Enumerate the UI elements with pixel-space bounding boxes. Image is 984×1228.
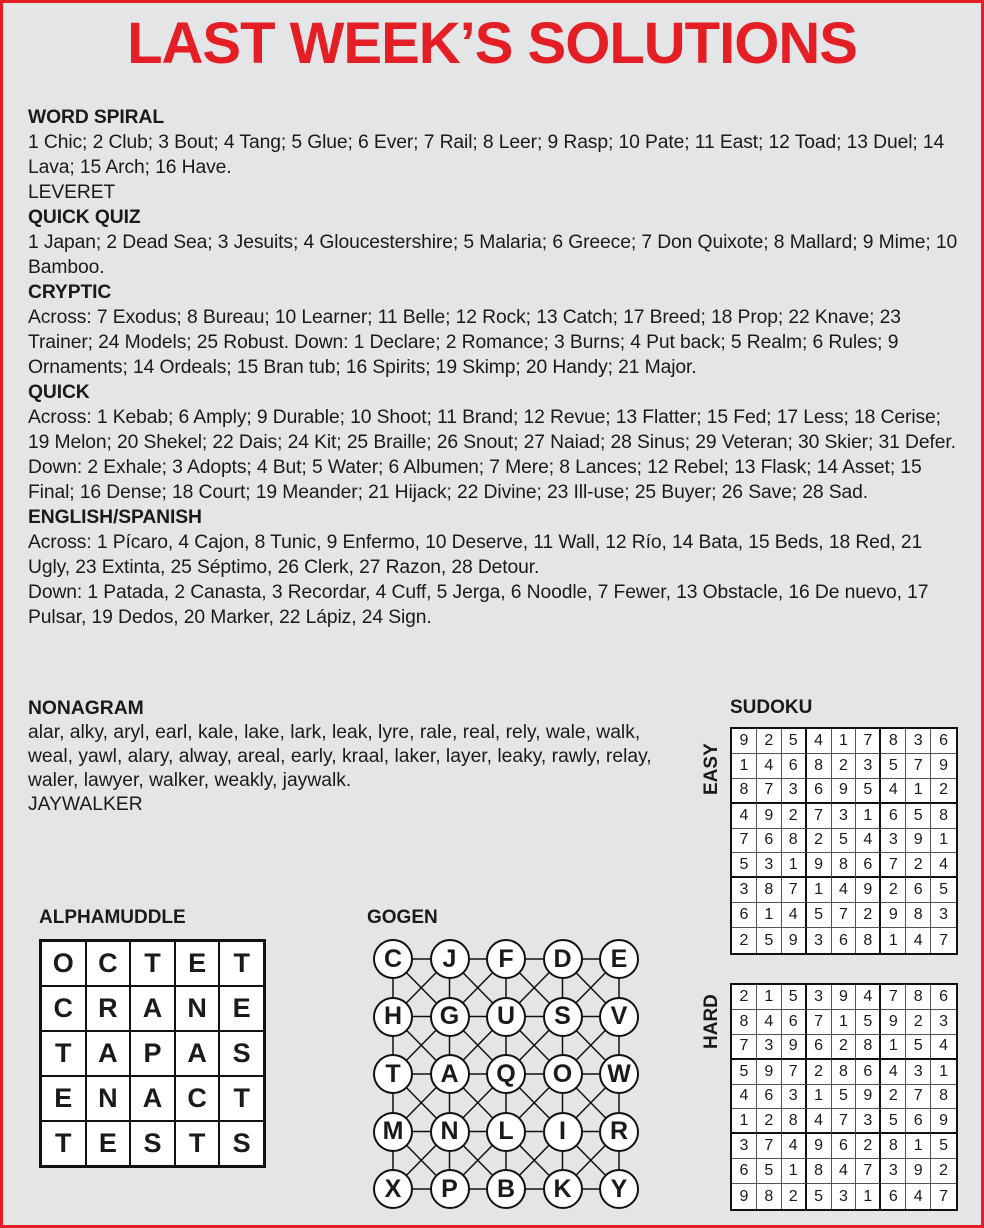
- sudoku-cell: 3: [832, 804, 857, 829]
- sudoku-cell: 1: [757, 903, 782, 928]
- gogen-node: P: [430, 1169, 470, 1209]
- sudoku-cell: 5: [732, 1060, 757, 1085]
- sudoku-cell: 7: [757, 1134, 782, 1159]
- sudoku-cell: 3: [931, 903, 956, 928]
- sudoku-cell: 4: [856, 829, 881, 854]
- sudoku-cell: 8: [881, 729, 906, 754]
- sudoku-cell: 9: [732, 729, 757, 754]
- sudoku-hard-label: HARD: [701, 994, 722, 1049]
- alphamuddle-cell: C: [175, 1076, 220, 1121]
- gogen-heading: GOGEN: [367, 907, 438, 928]
- sudoku-cell: 3: [807, 985, 832, 1010]
- sudoku-cell: 9: [906, 1159, 931, 1184]
- page-title: LAST WEEK’S SOLUTIONS: [127, 11, 857, 76]
- sudoku-cell: 9: [856, 878, 881, 903]
- sudoku-cell: 5: [906, 804, 931, 829]
- alphamuddle-cell: E: [86, 1121, 131, 1166]
- section-text: 1 Japan; 2 Dead Sea; 3 Jesuits; 4 Gloucestershire; 5 Malaria; 6 Greece; 7 Don Quixote; 8 Mallard; 9 Mime; 10 Bamboo.: [28, 232, 958, 278]
- gogen-node: O: [543, 1054, 583, 1094]
- section-text: Across: 1 Kebab; 6 Amply; 9 Durable; 10 Shoot; 11 Brand; 12 Revue; 13 Flatter; 15 Fed; 17 Less; 18 Cerise; 19 Melon; 20 Shekel; 22 Dais; 24 Kit; 25 Braille; 26 Snout; 27 Naiad; 28 Sinus; 29 Veteran; 30 Skier; 31 Defer. Down: 2 Exhale; 3 Adopts; 4 But; 5 Water; 6 Albumen; 7 Mere; 8 Lances; 12 Rebel; 13 Flask; 14 Asset; 15 Final; 16 Dense; 18 Court; 19 Meander; 21 Hijack; 22 Divine; 23 Ill-use; 25 Buyer; 26 Save; 28 Sad.: [28, 407, 956, 503]
- alphamuddle-cell: N: [175, 986, 220, 1031]
- sudoku-cell: 4: [931, 853, 956, 878]
- sudoku-cell: 5: [856, 779, 881, 804]
- sudoku-cell: 1: [906, 1134, 931, 1159]
- sudoku-cell: 2: [807, 1060, 832, 1085]
- sudoku-cell: 7: [856, 729, 881, 754]
- sudoku-cell: 6: [782, 754, 807, 779]
- sudoku-cell: 6: [856, 1060, 881, 1085]
- sudoku-cell: 2: [881, 878, 906, 903]
- gogen-node: Q: [486, 1054, 526, 1094]
- sudoku-cell: 6: [732, 1159, 757, 1184]
- sudoku-cell: 2: [906, 853, 931, 878]
- sudoku-cell: 5: [856, 1010, 881, 1035]
- alphamuddle-cell: A: [130, 1076, 175, 1121]
- sudoku-cell: 8: [931, 1085, 956, 1110]
- sudoku-cell: 8: [881, 1134, 906, 1159]
- alphamuddle-cell: S: [219, 1121, 264, 1166]
- sudoku-cell: 7: [732, 1035, 757, 1060]
- sudoku-easy-label: EASY: [701, 743, 722, 795]
- sudoku-cell: 3: [931, 1010, 956, 1035]
- sudoku-cell: 3: [881, 829, 906, 854]
- sudoku-cell: 6: [856, 853, 881, 878]
- gogen-node: S: [543, 997, 583, 1037]
- gogen-node: L: [486, 1112, 526, 1152]
- alphamuddle-cell: E: [219, 986, 264, 1031]
- sudoku-cell: 4: [881, 1060, 906, 1085]
- sudoku-cell: 7: [906, 1085, 931, 1110]
- gogen-node: B: [486, 1169, 526, 1209]
- gogen-grid: [371, 937, 639, 1219]
- sudoku-cell: 6: [931, 729, 956, 754]
- sudoku-cell: 8: [807, 754, 832, 779]
- sudoku-heading: SUDOKU: [730, 697, 813, 718]
- sudoku-cell: 5: [832, 829, 857, 854]
- section-text: Down: 1 Patada, 2 Canasta, 3 Recordar, 4 Cuff, 5 Jerga, 6 Noodle, 7 Fewer, 13 Obstacle, 16 De nuevo, 17 Pulsar, 19 Dedos, 20 Marker, 22 Lápiz, 24 Sign.: [28, 582, 929, 628]
- sudoku-cell: 1: [807, 878, 832, 903]
- sudoku-cell: 3: [881, 1159, 906, 1184]
- sudoku-cell: 8: [856, 928, 881, 953]
- gogen-node: H: [373, 997, 413, 1037]
- sudoku-cell: 3: [732, 878, 757, 903]
- sudoku-cell: 2: [757, 1109, 782, 1134]
- section-heading: CRYPTIC: [28, 282, 112, 303]
- text-solutions: [28, 105, 963, 630]
- sudoku-cell: 3: [732, 1134, 757, 1159]
- gogen-node: J: [430, 939, 470, 979]
- sudoku-cell: 6: [906, 878, 931, 903]
- sudoku-cell: 1: [732, 754, 757, 779]
- section-text: Across: 1 Pícaro, 4 Cajon, 8 Tunic, 9 Enfermo, 10 Deserve, 11 Wall, 12 Río, 14 Bata, 15 Beds, 18 Red, 21 Ugly, 23 Extinta, 25 Séptimo, 26 Clerk, 27 Razon, 28 Detour.: [28, 532, 923, 578]
- sudoku-cell: 8: [832, 853, 857, 878]
- alphamuddle-grid: [39, 939, 266, 1168]
- sudoku-cell: 4: [782, 903, 807, 928]
- section-heading: WORD SPIRAL: [28, 107, 165, 128]
- sudoku-cell: 3: [906, 729, 931, 754]
- sudoku-cell: 1: [931, 829, 956, 854]
- sudoku-cell: 9: [807, 1134, 832, 1159]
- gogen-node: F: [486, 939, 526, 979]
- sudoku-cell: 4: [757, 1010, 782, 1035]
- sudoku-cell: 5: [906, 1035, 931, 1060]
- sudoku-cell: 9: [832, 779, 857, 804]
- sudoku-cell: 7: [832, 1109, 857, 1134]
- sudoku-cell: 8: [931, 804, 956, 829]
- alphamuddle-cell: R: [86, 986, 131, 1031]
- sudoku-cell: 4: [906, 928, 931, 953]
- sudoku-cell: 6: [757, 829, 782, 854]
- sudoku-cell: 2: [732, 928, 757, 953]
- gogen-node: X: [373, 1169, 413, 1209]
- gogen-node: I: [543, 1112, 583, 1152]
- sudoku-cell: 3: [856, 754, 881, 779]
- sudoku-cell: 8: [782, 829, 807, 854]
- alphamuddle-cell: E: [41, 1076, 86, 1121]
- sudoku-cell: 9: [757, 804, 782, 829]
- sudoku-cell: 7: [856, 1159, 881, 1184]
- sudoku-cell: 4: [807, 729, 832, 754]
- sudoku-cell: 7: [881, 853, 906, 878]
- sudoku-cell: 4: [732, 804, 757, 829]
- gogen-node: W: [599, 1054, 639, 1094]
- sudoku-cell: 4: [881, 779, 906, 804]
- gogen-node: V: [599, 997, 639, 1037]
- sudoku-cell: 7: [906, 754, 931, 779]
- nonagram-solution: [28, 697, 668, 817]
- sudoku-cell: 4: [757, 754, 782, 779]
- sudoku-cell: 5: [782, 729, 807, 754]
- sudoku-cell: 6: [931, 985, 956, 1010]
- sudoku-cell: 1: [782, 1159, 807, 1184]
- alphamuddle-cell: A: [86, 1031, 131, 1076]
- sudoku-cell: 1: [832, 729, 857, 754]
- section-text: Across: 7 Exodus; 8 Bureau; 10 Learner; 11 Belle; 12 Rock; 13 Catch; 17 Breed; 18 Prop; 22 Knave; 23 Trainer; 24 Models; 25 Robust. Down: 1 Declare; 2 Romance; 3 Burns; 4 Put back; 5 Realm; 6 Rules; 9 Ornaments; 14 Ordeals; 15 Bran tub; 16 Spirits; 19 Skimp; 20 Handy; 21 Major.: [28, 307, 901, 378]
- alphamuddle-cell: T: [219, 941, 264, 986]
- sudoku-hard-grid: [730, 983, 958, 1211]
- alphamuddle-cell: P: [130, 1031, 175, 1076]
- gogen-node: U: [486, 997, 526, 1037]
- sudoku-cell: 2: [782, 804, 807, 829]
- sudoku-cell: 6: [782, 1010, 807, 1035]
- gogen-node: R: [599, 1112, 639, 1152]
- gogen-node: Y: [599, 1169, 639, 1209]
- sudoku-cell: 8: [906, 903, 931, 928]
- sudoku-cell: 2: [807, 829, 832, 854]
- alphamuddle-cell: T: [130, 941, 175, 986]
- sudoku-cell: 8: [757, 1184, 782, 1209]
- sudoku-cell: 9: [807, 853, 832, 878]
- sudoku-cell: 3: [832, 1184, 857, 1209]
- sudoku-cell: 5: [757, 1159, 782, 1184]
- sudoku-cell: 3: [856, 1109, 881, 1134]
- sudoku-cell: 9: [881, 1010, 906, 1035]
- sudoku-cell: 4: [931, 1035, 956, 1060]
- sudoku-cell: 3: [807, 928, 832, 953]
- sudoku-cell: 6: [807, 779, 832, 804]
- sudoku-cell: 2: [856, 903, 881, 928]
- sudoku-cell: 9: [782, 928, 807, 953]
- sudoku-cell: 7: [939, 1187, 948, 1205]
- gogen-node: N: [430, 1112, 470, 1152]
- gogen-node: T: [373, 1054, 413, 1094]
- sudoku-cell: 7: [732, 829, 757, 854]
- sudoku-cell: 8: [782, 1109, 807, 1134]
- gogen-node: E: [599, 939, 639, 979]
- sudoku-cell: 7: [832, 903, 857, 928]
- sudoku-easy-grid: [730, 727, 958, 955]
- sudoku-cell: 1: [856, 1184, 881, 1209]
- alphamuddle-cell: T: [219, 1076, 264, 1121]
- sudoku-cell: 5: [931, 1134, 956, 1159]
- alphamuddle-cell: S: [219, 1031, 264, 1076]
- sudoku-cell: 9: [856, 1085, 881, 1110]
- sudoku-cell: 1: [732, 1109, 757, 1134]
- sudoku-cell: 9: [931, 754, 956, 779]
- sudoku-cell: 8: [832, 1060, 857, 1085]
- sudoku-cell: 1: [881, 928, 906, 953]
- sudoku-cell: 1: [931, 1060, 956, 1085]
- alphamuddle-cell: A: [130, 986, 175, 1031]
- gogen-node: D: [543, 939, 583, 979]
- sudoku-cell: 4: [732, 1085, 757, 1110]
- sudoku-cell: 2: [931, 1159, 956, 1184]
- section-heading: QUICK: [28, 382, 90, 403]
- alphamuddle-cell: O: [41, 941, 86, 986]
- alphamuddle-cell: E: [175, 941, 220, 986]
- sudoku-cell: 6: [881, 1184, 906, 1209]
- sudoku-cell: 3: [757, 853, 782, 878]
- sudoku-cell: 5: [931, 878, 956, 903]
- sudoku-cell: 1: [757, 985, 782, 1010]
- sudoku-cell: 1: [856, 804, 881, 829]
- sudoku-cell: 7: [807, 804, 832, 829]
- sudoku-cell: 6: [832, 928, 857, 953]
- sudoku-cell: 5: [807, 903, 832, 928]
- sudoku-cell: 2: [906, 1010, 931, 1035]
- sudoku-cell: 9: [782, 1035, 807, 1060]
- sudoku-cell: 3: [782, 779, 807, 804]
- sudoku-cell: 8: [757, 878, 782, 903]
- sudoku-cell: 8: [807, 1159, 832, 1184]
- sudoku-cell: 3: [906, 1060, 931, 1085]
- sudoku-cell: 6: [881, 804, 906, 829]
- sudoku-cell: 5: [807, 1184, 832, 1209]
- sudoku-cell: 8: [732, 1010, 757, 1035]
- nonagram-words: alar, alky, aryl, earl, kale, lake, lark, leak, lyre, rale, real, rely, wale, walk, weal, yawl, alary, alway, areal, early, kraal, laker, layer, leaky, rawly, relay, waler, lawyer, walker, weakly, jaywalk.: [28, 722, 652, 791]
- section-text: LEVERET: [28, 182, 116, 203]
- sudoku-cell: 6: [906, 1109, 931, 1134]
- sudoku-cell: 2: [856, 1134, 881, 1159]
- sudoku-cell: 8: [732, 779, 757, 804]
- alphamuddle-cell: A: [175, 1031, 220, 1076]
- sudoku-cell: 7: [782, 878, 807, 903]
- sudoku-cell: 2: [832, 1035, 857, 1060]
- sudoku-cell: 5: [732, 853, 757, 878]
- sudoku-cell: 4: [782, 1134, 807, 1159]
- sudoku-cell: 7: [782, 1060, 807, 1085]
- sudoku-cell: 2: [732, 985, 757, 1010]
- sudoku-cell: 9: [732, 1184, 757, 1209]
- section-text: 1 Chic; 2 Club; 3 Bout; 4 Tang; 5 Glue; 6 Ever; 7 Rail; 8 Leer; 9 Rasp; 10 Pate; 11 East; 12 Toad; 13 Duel; 14 Lava; 15 Arch; 16 Have.: [28, 132, 945, 178]
- sudoku-cell: 7: [757, 779, 782, 804]
- sudoku-cell: 4: [906, 1184, 931, 1209]
- sudoku-cell: 5: [832, 1085, 857, 1110]
- sudoku-cell: 9: [906, 829, 931, 854]
- alphamuddle-cell: T: [41, 1121, 86, 1166]
- sudoku-cell: 3: [757, 1035, 782, 1060]
- sudoku-cell: 1: [881, 1035, 906, 1060]
- sudoku-cell: 8: [856, 1035, 881, 1060]
- sudoku-cell: 9: [931, 1109, 956, 1134]
- sudoku-cell: 6: [807, 1035, 832, 1060]
- sudoku-cell: 4: [832, 1159, 857, 1184]
- sudoku-cell: 2: [881, 1085, 906, 1110]
- sudoku-cell: 5: [757, 928, 782, 953]
- sudoku-cell: 2: [782, 1184, 807, 1209]
- sudoku-cell: 9: [832, 985, 857, 1010]
- sudoku-cell: 9: [757, 1060, 782, 1085]
- alphamuddle-cell: S: [130, 1121, 175, 1166]
- sudoku-cell: 1: [807, 1085, 832, 1110]
- sudoku-cell: 9: [881, 903, 906, 928]
- sudoku-cell: 3: [782, 1085, 807, 1110]
- sudoku-cell: 5: [881, 1109, 906, 1134]
- sudoku-cell: 4: [856, 985, 881, 1010]
- alphamuddle-cell: N: [86, 1076, 131, 1121]
- nonagram-answer: JAYWALKER: [28, 794, 143, 815]
- gogen-node: K: [543, 1169, 583, 1209]
- sudoku-cell: 6: [832, 1134, 857, 1159]
- sudoku-cell: 4: [832, 878, 857, 903]
- sudoku-cell: 7: [807, 1010, 832, 1035]
- sudoku-cell: 1: [832, 1010, 857, 1035]
- sudoku-cell: 7: [881, 985, 906, 1010]
- sudoku-cell: 4: [807, 1109, 832, 1134]
- gogen-node: M: [373, 1112, 413, 1152]
- sudoku-cell: 1: [906, 779, 931, 804]
- sudoku-cell: 8: [906, 985, 931, 1010]
- sudoku-cell: 2: [832, 754, 857, 779]
- section-heading: QUICK QUIZ: [28, 207, 141, 228]
- section-heading: ENGLISH/SPANISH: [28, 507, 202, 528]
- sudoku-cell: 2: [757, 729, 782, 754]
- alphamuddle-cell: T: [41, 1031, 86, 1076]
- sudoku-cell: 6: [732, 903, 757, 928]
- sudoku-cell: 1: [782, 853, 807, 878]
- alphamuddle-cell: C: [86, 941, 131, 986]
- alphamuddle-cell: C: [41, 986, 86, 1031]
- alphamuddle-cell: T: [175, 1121, 220, 1166]
- sudoku-cell: 5: [782, 985, 807, 1010]
- sudoku-cell: 6: [757, 1085, 782, 1110]
- alphamuddle-heading: ALPHAMUDDLE: [39, 907, 186, 928]
- gogen-node: C: [373, 939, 413, 979]
- nonagram-heading: NONAGRAM: [28, 698, 144, 719]
- gogen-node: G: [430, 997, 470, 1037]
- sudoku-cell: 7: [939, 931, 948, 949]
- sudoku-cell: 5: [881, 754, 906, 779]
- sudoku-cell: 2: [931, 779, 956, 804]
- gogen-node: A: [430, 1054, 470, 1094]
